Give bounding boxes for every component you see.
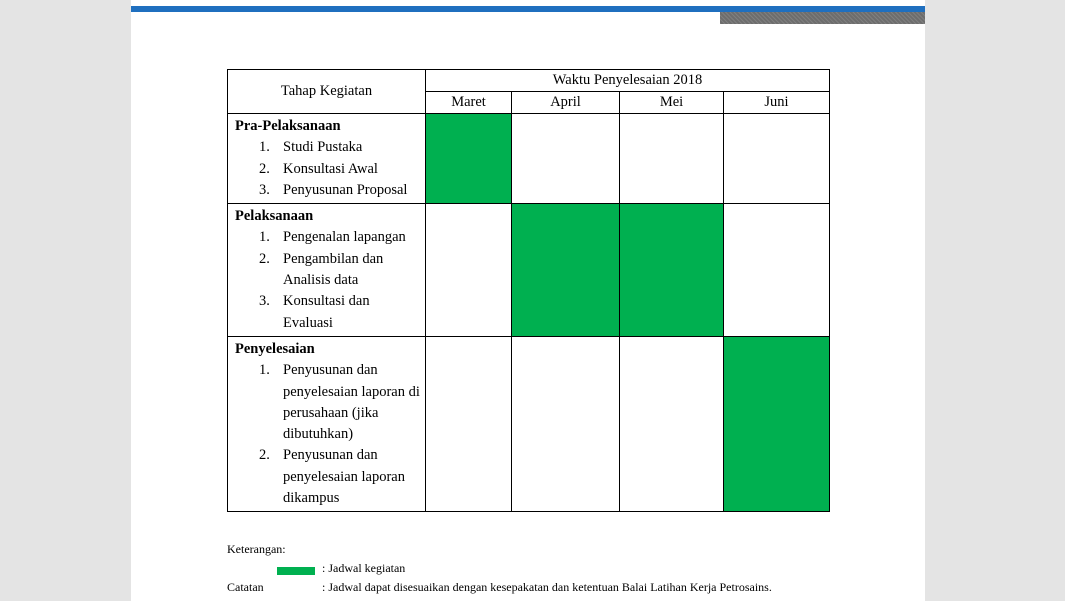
item-text: Konsultasi dan Evaluasi bbox=[283, 293, 370, 331]
schedule-cell bbox=[620, 336, 724, 511]
stage-item-list bbox=[235, 227, 421, 333]
document-page bbox=[131, 0, 925, 601]
legend-heading-row bbox=[227, 540, 917, 559]
stage-title: Pra-Pelaksanaan bbox=[235, 118, 341, 134]
schedule-cell bbox=[512, 336, 620, 511]
item-number: 3. bbox=[259, 181, 270, 198]
schedule-cell bbox=[724, 114, 830, 204]
stage-item-list bbox=[235, 137, 421, 201]
list-item bbox=[235, 227, 421, 248]
stage-cell bbox=[228, 114, 426, 204]
list-item bbox=[235, 249, 421, 292]
schedule-bar bbox=[620, 204, 724, 337]
schedule-cell bbox=[724, 204, 830, 337]
list-item bbox=[235, 180, 421, 201]
header-month: April bbox=[512, 92, 620, 114]
item-text: Penyusunan dan penyelesaian laporan dikampus bbox=[283, 447, 405, 507]
schedule-bar bbox=[512, 204, 620, 337]
table-row bbox=[228, 336, 830, 511]
list-item bbox=[235, 291, 421, 334]
item-text: Konsultasi Awal bbox=[283, 160, 378, 177]
header-gray-bar bbox=[720, 12, 925, 24]
header-month: Maret bbox=[426, 92, 512, 114]
item-text: Pengenalan lapangan bbox=[283, 229, 406, 246]
list-item bbox=[235, 159, 421, 180]
legend-note-row bbox=[227, 578, 917, 597]
table-row bbox=[228, 114, 830, 204]
item-text: Pengambilan dan Analisis data bbox=[283, 250, 384, 289]
item-number: 2. bbox=[259, 160, 270, 177]
item-number: 2. bbox=[259, 447, 270, 464]
item-number: 1. bbox=[259, 362, 270, 379]
schedule-cell bbox=[426, 336, 512, 511]
legend bbox=[227, 540, 917, 597]
item-text: Penyusunan Proposal bbox=[283, 181, 408, 198]
item-number: 1. bbox=[259, 229, 270, 246]
item-text: Studi Pustaka bbox=[283, 139, 363, 156]
stage-cell bbox=[228, 204, 426, 337]
schedule-bar bbox=[426, 114, 512, 204]
legend-schedule-row bbox=[227, 559, 917, 578]
item-text: Penyusunan dan penyelesaian laporan di perusahaan (jika dibutuhkan) bbox=[283, 362, 420, 443]
header-month: Mei bbox=[620, 92, 724, 114]
note-label: Catatan bbox=[227, 580, 264, 594]
legend-schedule-label: : Jadwal kegiatan bbox=[322, 561, 406, 575]
item-number: 2. bbox=[259, 250, 270, 267]
legend-heading: Keterangan: bbox=[227, 542, 286, 556]
stage-cell bbox=[228, 336, 426, 511]
stage-item-list bbox=[235, 360, 421, 509]
header-time: Waktu Penyelesaian 2018 bbox=[426, 70, 830, 92]
stage-title: Penyelesaian bbox=[235, 340, 315, 357]
note-text: : Jadwal dapat disesuaikan dengan kesepakatan dan ketentuan Balai Latihan Kerja Petrosains. bbox=[322, 580, 772, 594]
header-stage: Tahap Kegiatan bbox=[228, 70, 426, 114]
schedule-bar bbox=[724, 336, 830, 511]
header-month: Juni bbox=[724, 92, 830, 114]
schedule-cell bbox=[426, 204, 512, 337]
schedule-cell bbox=[620, 114, 724, 204]
list-item bbox=[235, 445, 421, 509]
item-number: 3. bbox=[259, 293, 270, 310]
legend-swatch bbox=[277, 567, 315, 575]
stage-title: Pelaksanaan bbox=[235, 208, 314, 225]
schedule-cell bbox=[512, 114, 620, 204]
schedule-table bbox=[227, 69, 830, 512]
list-item bbox=[235, 137, 421, 158]
item-number: 1. bbox=[259, 139, 270, 156]
list-item bbox=[235, 360, 421, 445]
table-row bbox=[228, 204, 830, 337]
